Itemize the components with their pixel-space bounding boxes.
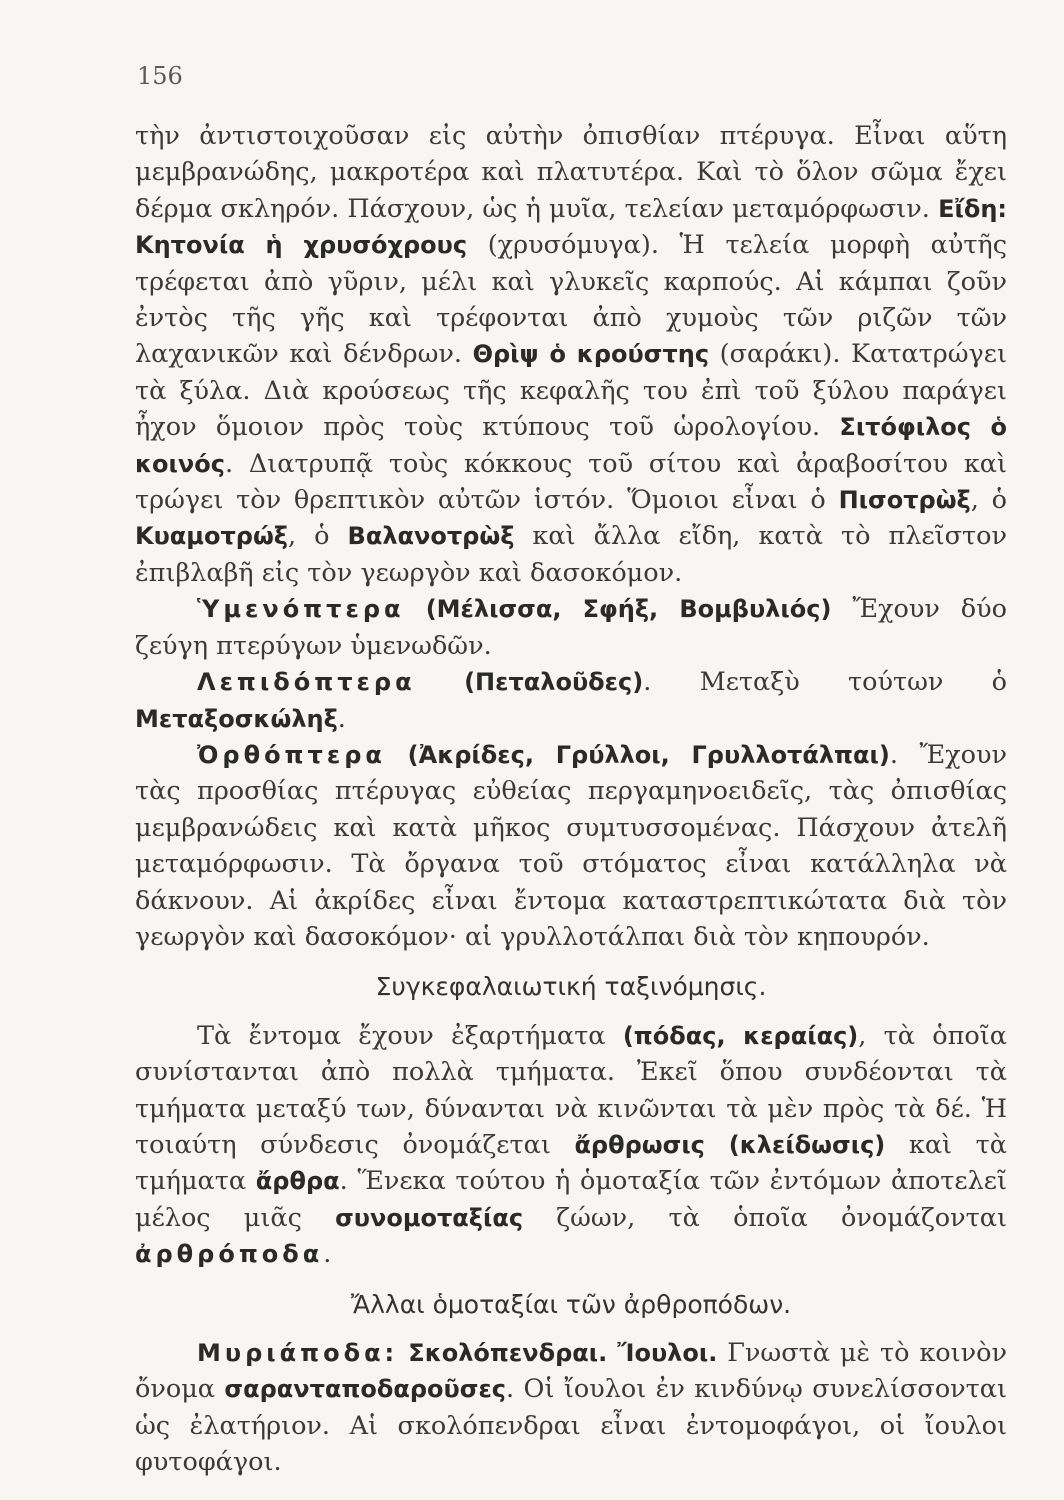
term-arthra: ἄρθρα: [255, 1167, 340, 1196]
text-run: , ὁ: [970, 485, 1007, 516]
text-run: , τὰ ὁποῖα συνίστανται ἀπὸ πολλὰ τμήματα. Ἐκεῖ ὅπου συνδέονται τὰ τμήματα μεταξύ των, δύνανται νὰ κινῶνται τὰ μὲν πρὸς τὰ δέ. Ἡ τοιαύτη σύνδεσις ὀνομάζεται: [135, 1020, 1007, 1160]
text-run: . Οἱ ἴουλοι ἐν κινδύνῳ συνελίσσονται ὡς ἐλατήριον. Αἱ σκολόπενδραι εἶναι ἐντομοφάγοι, οἱ ἴουλοι φυτοφάγοι.: [135, 1374, 1008, 1478]
text-run: . Μεταξὺ τούτων ὁ: [643, 667, 1008, 698]
text-run: Ἔχουν δύο ζεύγη πτερύγων ὑμενωδῶν.: [135, 594, 1007, 661]
term-appendages: (πόδας, κεραίας): [622, 1021, 859, 1050]
section-heading-summary: Συγκεφαλαιωτική ταξινόμησις.: [375, 972, 767, 1002]
text-run: , ὁ: [287, 521, 348, 552]
text-run: (χρυσόμυγα). Ἡ τελεία μορφὴ αὐτῆς τρέφεται ἀπὸ γῦριν, μέλι καὶ γλυκεῖς καρπούς. Αἱ κάμπαι ζοῦν ἐντὸς τῆς γῆς καὶ τρέφονται ἀπὸ χυμοὺς τῶν ριζῶν τῶν λαχανικῶν καὶ δένδρων.: [135, 230, 1007, 370]
term-common-name: σαρανταποδαροῦσες: [224, 1375, 507, 1404]
text-run: ζώων, τὰ ὁποῖα ὀνομάζονται: [523, 1202, 1007, 1233]
order-name: Ὑμενόπτερα: [197, 595, 405, 624]
text-run: καὶ ἄλλα εἴδη, κατὰ τὸ πλεῖστον ἐπιβλαβῆ εἰς τὸν γεωργὸν καὶ δασοκόμον.: [135, 521, 1007, 588]
paragraph-lepidoptera: [135, 664, 1007, 737]
text-run: καὶ τὰ τμήματα: [135, 1129, 1007, 1197]
term-arthropoda: ἀρθρόποδα: [135, 1240, 324, 1269]
text-run: τὴν ἀντιστοιχοῦσαν εἰς αὐτὴν ὀπισθίαν πτέρυγα. Εἶναι αὕτη μεμβρανώδης, μακροτέρα καὶ πλατυτέρα. Καὶ τὸ ὅλον σῶμα ἔχει δέρμα σκληρόν. Πάσχουν, ὡς ἡ μυῖα, τελείαν μεταμόρφωσιν.: [135, 121, 1007, 224]
order-examples: (Ἀκρίδες, Γρύλλοι, Γρυλλοτάλπαι): [385, 740, 890, 769]
text-run: .: [323, 1239, 332, 1270]
order-examples: (Μέλισσα, Σφήξ, Βομβυλιός): [404, 595, 832, 624]
text-run: Τὰ ἔντομα ἔχουν ἐξαρτήματα: [197, 1020, 623, 1051]
section-heading-other-classes: Ἄλλαι ὁμοταξίαι τῶν ἀρθροπόδων.: [350, 1289, 792, 1319]
term-phylum: συνομοταξίας: [335, 1203, 524, 1232]
text-run: .: [337, 703, 346, 734]
species-silkworm: Μεταξοσκώληξ: [135, 704, 338, 733]
text-run: . Ἕνεκα τούτου ἡ ὁμοταξία τῶν ἐντόμων ἀποτελεῖ μέλος μιᾶς: [135, 1166, 1007, 1233]
term-arthrosis: ἄρθρωσις (κλείδωσις): [574, 1130, 886, 1159]
text-run: . Ἔχουν τὰς προσθίας πτέρυγας εὐθείας περγαμηνοειδεῖς, τὰς ὀπισθίας μεμβρανώδεις καὶ κατὰ μῆκος συμτυσσομένας. Πάσχουν ἀτελῆ μεταμόρφωσιν. Τὰ ὄργανα τοῦ στόματος εἶναι κατάλληλα νὰ δάκνουν. Αἱ ἀκρίδες εἶναι ἔντομα καταστρεπτικώτατα διὰ τὸν γεωργὸν καὶ δασοκόμον· αἱ γρυλλοτάλπαι διὰ τὸν κηπουρόν.: [135, 739, 1007, 952]
species-pisotrox: Πισοτρὼξ: [838, 486, 971, 515]
order-name: Ὀρθόπτερα: [197, 740, 386, 769]
species-thrips: Θρὶψ ὁ κρούστης: [472, 340, 710, 369]
species-ketonia: Εἴδη: Κητονία ἡ χρυσόχρους: [135, 194, 1007, 260]
text-run: (σαράκι). Κατατρώγει τὰ ξύλα. Διὰ κρούσεως τῆς κεφαλῆς του ἐπὶ τοῦ ξύλου παράγει ἦχον ὅμοιον πρὸς τοὺς κτύπους τοῦ ὡρολογίου.: [135, 339, 1007, 443]
paragraph-coleoptera-species: [135, 118, 1007, 591]
class-name: Μυριάποδα:: [197, 1339, 399, 1367]
text-run: . Διατρυπᾷ τοὺς κόκκους τοῦ σίτου καὶ ἀραβοσίτου καὶ τρώγει τὸν θρεπτικὸν αὐτῶν ἱστόν. Ὅμοιοι εἶναι ὁ: [135, 448, 1007, 516]
text-run: Γνωστὰ μὲ τὸ κοινὸν ὄνομα: [135, 1338, 1007, 1405]
paragraph-hymenoptera: [135, 591, 1007, 664]
paragraph-myriapoda: [135, 1335, 1007, 1481]
species-kyamotrox: Κυαμοτρώξ: [135, 522, 288, 551]
species-balanotrox: Βαλανοτρὼξ: [347, 522, 515, 551]
paragraph-orthoptera: [135, 737, 1007, 955]
paragraph-summary: [135, 1018, 1007, 1273]
page-number: 156: [137, 62, 183, 90]
class-examples: Σκολόπενδραι. Ἴουλοι.: [398, 1339, 718, 1367]
species-sitophilos: Σιτόφιλος ὁ κοινός: [135, 413, 1007, 478]
order-examples: (Πεταλοῦδες): [415, 668, 644, 697]
body-text: [135, 118, 1007, 1481]
order-name: Λεπιδόπτερα: [197, 668, 416, 697]
